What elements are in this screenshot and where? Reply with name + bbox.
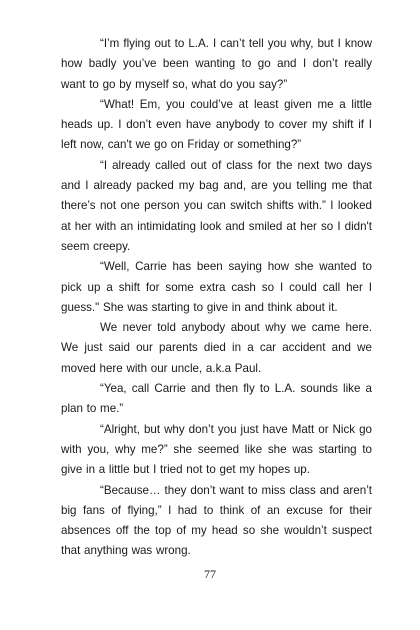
page-number: 77 xyxy=(204,567,216,581)
paragraph: “Because… they don’t want to miss class and aren’t big fans of flying,” I had to think of an excuse for their absences off the top of my head so she wouldn’t suspect that anything was wrong. xyxy=(61,483,372,558)
paragraph: “I’m flying out to L.A. I can’t tell you why, but I know how badly you’ve been wanting to go and I don’t really want to go by myself so, what do you say?” xyxy=(61,37,372,91)
paragraph: “Alright, but why don’t you just have Matt or Nick go with you, why me?” she seemed like she was starting to give in a little but I tried not to get my hopes up. xyxy=(61,422,372,477)
paragraph: “Yea, call Carrie and then fly to L.A. sounds like a plan to me.” xyxy=(61,382,372,416)
paragraph: “I already called out of class for the next two days and I already packed my bag and, are you telling me that there’s not one person you can switch shifts with.” I looked at her with an intimidating look and smiled at her so I didn't seem creepy. xyxy=(61,158,372,253)
paragraph: “What! Em, you could’ve at least given me a little heads up. I don’t even have anybody to cover my shift if I left now, can't we go on Friday or something?” xyxy=(61,97,372,152)
paragraph: “Well, Carrie has been saying how she wanted to pick up a shift for some extra cash so I could call her I guess." She was starting to give in and think about it. xyxy=(61,260,372,314)
paragraph: We never told anybody about why we came here. We just said our parents died in a car accident and we moved here with our uncle, a.k.a Paul. xyxy=(61,321,372,375)
body-text xyxy=(61,34,372,562)
